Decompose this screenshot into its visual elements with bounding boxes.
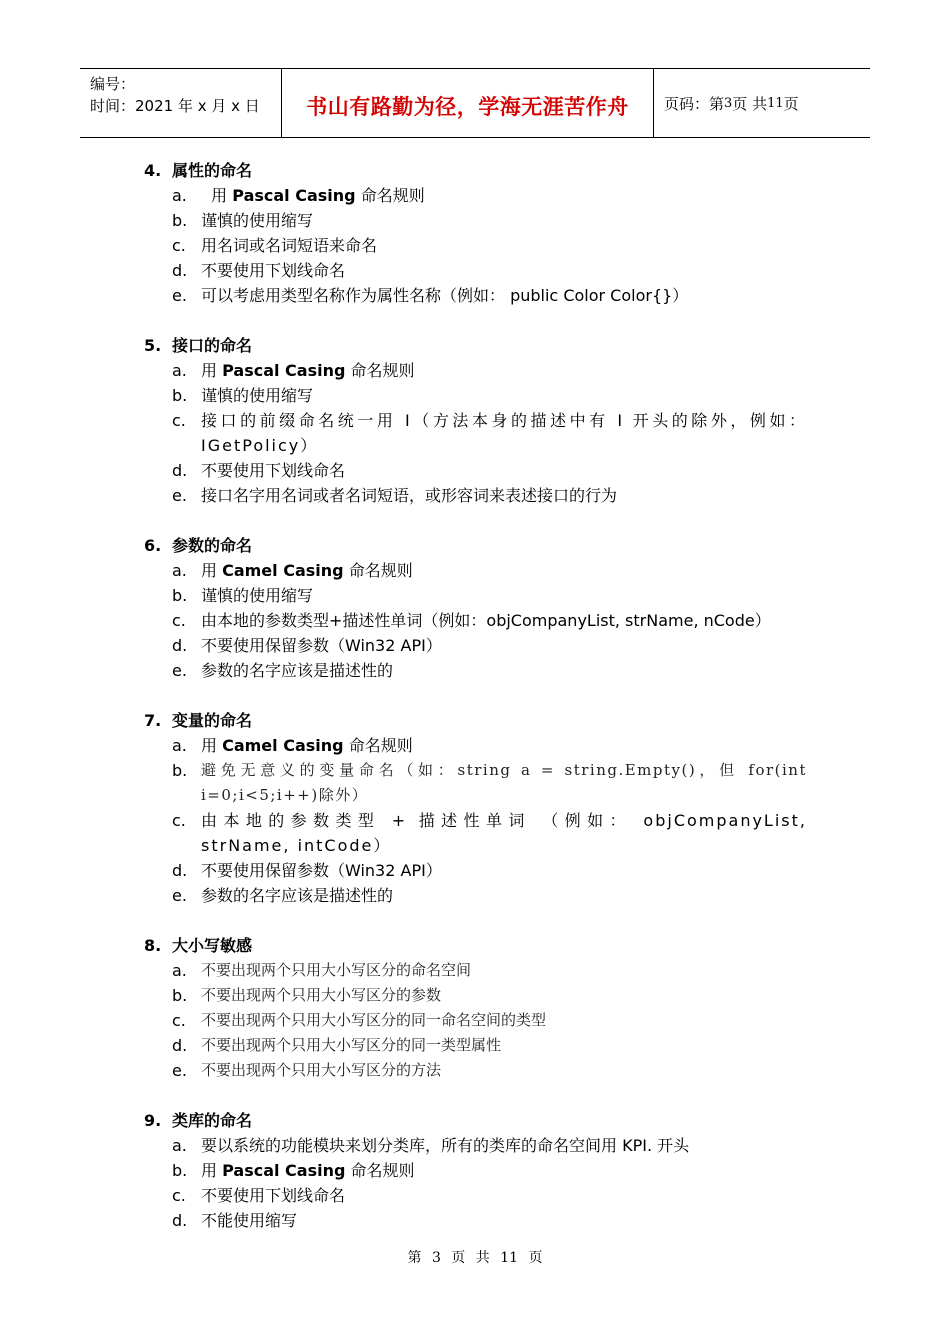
item-letter: d.	[172, 861, 188, 880]
item-text: 不要出现两个只用大小写区分的命名空间	[201, 961, 472, 979]
item-text-bold: Camel Casing	[222, 561, 344, 580]
list-item	[172, 233, 807, 258]
item-text: 谨慎的使用缩写	[201, 211, 314, 230]
list-item	[172, 808, 807, 858]
list-item	[172, 558, 807, 583]
item-text: 不要使用保留参数（Win32 API）	[201, 636, 442, 655]
item-text: 由本地的参数类型 + 描述性单词 （例如： objCompanyList, strName, intCode）	[201, 811, 807, 855]
list-item	[172, 1058, 807, 1083]
page-total: 11	[767, 95, 784, 111]
list-item	[172, 383, 807, 408]
item-text	[201, 1158, 807, 1183]
list-item	[172, 608, 807, 633]
item-text	[201, 733, 807, 758]
doc-date: 时间：2021 年 x 月 x 日	[90, 97, 260, 115]
page-info-suffix: 页	[783, 94, 799, 113]
header-meta	[80, 69, 282, 137]
item-letter: a.	[172, 561, 187, 580]
list-item	[172, 358, 807, 383]
item-text: 不要出现两个只用大小写区分的同一类型属性	[201, 1036, 502, 1054]
header-page-info	[654, 69, 870, 137]
page-info-prefix: 页码：第	[664, 94, 725, 113]
list-item	[172, 283, 807, 308]
section-interface-naming	[0, 333, 950, 508]
item-text: 参数的名字应该是描述性的	[201, 886, 394, 905]
section-heading	[144, 158, 950, 183]
section-number: 6.	[144, 536, 162, 555]
page-header	[80, 68, 870, 138]
section-title: 类库的命名	[172, 1111, 253, 1130]
item-letter: a.	[172, 1136, 187, 1155]
list-item	[172, 983, 807, 1008]
item-text-bold: Camel Casing	[222, 736, 344, 755]
list-item	[172, 1133, 807, 1158]
item-text-bold: Pascal Casing	[222, 1161, 346, 1180]
item-letter: d.	[172, 636, 188, 655]
list-item	[172, 858, 807, 883]
document-body	[0, 158, 950, 1258]
item-text-pre: 用	[201, 361, 223, 380]
section-heading	[144, 1108, 950, 1133]
item-letter: b.	[172, 986, 188, 1005]
section-parameter-naming	[0, 533, 950, 683]
section-library-naming	[0, 1108, 950, 1233]
section-number: 7.	[144, 711, 162, 730]
section-heading	[144, 933, 950, 958]
list-item	[172, 408, 807, 458]
item-letter: e.	[172, 1061, 187, 1080]
item-text-bold: Pascal Casing	[222, 361, 346, 380]
item-text-post: 命名规则	[343, 561, 413, 580]
list-item	[172, 583, 807, 608]
item-letter: d.	[172, 1036, 188, 1055]
item-letter: a.	[172, 186, 187, 205]
item-letter: e.	[172, 486, 187, 505]
list-item	[172, 458, 807, 483]
section-title: 接口的命名	[172, 336, 253, 355]
item-text: 要以系统的功能模块来划分类库，所有的类库的命名空间用 KPI. 开头	[201, 1136, 690, 1155]
item-letter: c.	[172, 411, 186, 430]
item-letter: a.	[172, 736, 187, 755]
list-item	[172, 733, 807, 758]
item-text: 不要出现两个只用大小写区分的方法	[201, 1061, 442, 1079]
list-item	[172, 483, 807, 508]
item-letter: c.	[172, 1186, 186, 1205]
item-text: 不要使用下划线命名	[201, 261, 346, 280]
item-letter: b.	[172, 761, 188, 780]
header-motto: 书山有路勤为径，学海无涯苦作舟	[282, 69, 654, 137]
section-heading	[144, 533, 950, 558]
list-item	[172, 758, 807, 808]
item-letter: c.	[172, 236, 186, 255]
item-text: 不要使用保留参数（Win32 API）	[201, 861, 442, 880]
item-letter: b.	[172, 211, 188, 230]
list-item	[172, 883, 807, 908]
item-text: 可以考虑用类型名称作为属性名称（例如： public Color Color{}）	[201, 286, 689, 305]
item-letter: b.	[172, 1161, 188, 1180]
item-text: 不要使用下划线命名	[201, 461, 346, 480]
section-heading	[144, 333, 950, 358]
item-text-post: 命名规则	[345, 361, 415, 380]
item-text: 谨慎的使用缩写	[201, 586, 314, 605]
section-title: 大小写敏感	[172, 936, 253, 955]
section-number: 4.	[144, 161, 162, 180]
list-item	[172, 958, 807, 983]
item-text-pre: 用	[201, 1161, 223, 1180]
page-current: 3	[724, 95, 733, 111]
list-item	[172, 1008, 807, 1033]
list-item	[172, 183, 807, 208]
item-text: 参数的名字应该是描述性的	[201, 661, 394, 680]
section-title: 参数的命名	[172, 536, 253, 555]
item-letter: e.	[172, 286, 187, 305]
page-info-mid: 页 共	[732, 94, 768, 113]
section-title: 属性的命名	[172, 161, 253, 180]
list-item	[172, 633, 807, 658]
item-letter: c.	[172, 611, 186, 630]
item-text: 不要出现两个只用大小写区分的参数	[201, 986, 442, 1004]
item-letter: a.	[172, 361, 187, 380]
item-text: 用名词或名词短语来命名	[201, 236, 378, 255]
item-letter: c.	[172, 1011, 186, 1030]
item-letter: d.	[172, 461, 188, 480]
section-number: 9.	[144, 1111, 162, 1130]
section-heading	[144, 708, 950, 733]
item-text-bold: Pascal Casing	[232, 186, 356, 205]
item-letter: d.	[172, 261, 188, 280]
item-text: 由本地的参数类型+描述性单词（例如：objCompanyList, strName, nCode）	[201, 611, 771, 630]
item-text: 谨慎的使用缩写	[201, 386, 314, 405]
list-item	[172, 1183, 807, 1208]
list-item	[172, 1158, 807, 1183]
section-title: 变量的命名	[172, 711, 253, 730]
item-letter: b.	[172, 586, 188, 605]
item-text	[201, 358, 807, 383]
item-letter: c.	[172, 811, 186, 830]
item-text-pre: 用	[201, 561, 223, 580]
item-text: 不要使用下划线命名	[201, 1186, 346, 1205]
item-letter: e.	[172, 886, 187, 905]
item-text-pre: 用	[201, 186, 233, 205]
item-letter: b.	[172, 386, 188, 405]
item-text-post: 命名规则	[355, 186, 425, 205]
item-text: 接口的前缀命名统一用 I（方法本身的描述中有 I 开头的除外，例如：IGetPolicy）	[201, 411, 807, 455]
section-property-naming	[0, 158, 950, 308]
item-text: 不要出现两个只用大小写区分的同一命名空间的类型	[201, 1011, 547, 1029]
list-item	[172, 208, 807, 233]
item-text: 接口名字用名词或者名词短语，或形容词来表述接口的行为	[201, 486, 618, 505]
item-text: 不能使用缩写	[201, 1211, 298, 1230]
list-item	[172, 1033, 807, 1058]
item-letter: e.	[172, 661, 187, 680]
item-text: 避免无意义的变量命名（如：string a = string.Empty()，但 for(int i=0;i<5;i++)除外）	[201, 761, 807, 804]
item-text	[201, 558, 807, 583]
item-letter: a.	[172, 961, 187, 980]
item-text-pre: 用	[201, 736, 223, 755]
page-footer: 第 3 页 共 11 页	[407, 1250, 543, 1266]
item-text	[201, 183, 807, 208]
section-variable-naming	[0, 708, 950, 908]
section-case-sensitivity	[0, 933, 950, 1083]
item-letter: d.	[172, 1211, 188, 1230]
item-text-post: 命名规则	[345, 1161, 415, 1180]
item-text-post: 命名规则	[343, 736, 413, 755]
list-item	[172, 1208, 807, 1233]
doc-number-label: 编号：	[90, 75, 136, 93]
section-number: 8.	[144, 936, 162, 955]
section-number: 5.	[144, 336, 162, 355]
list-item	[172, 658, 807, 683]
list-item	[172, 258, 807, 283]
